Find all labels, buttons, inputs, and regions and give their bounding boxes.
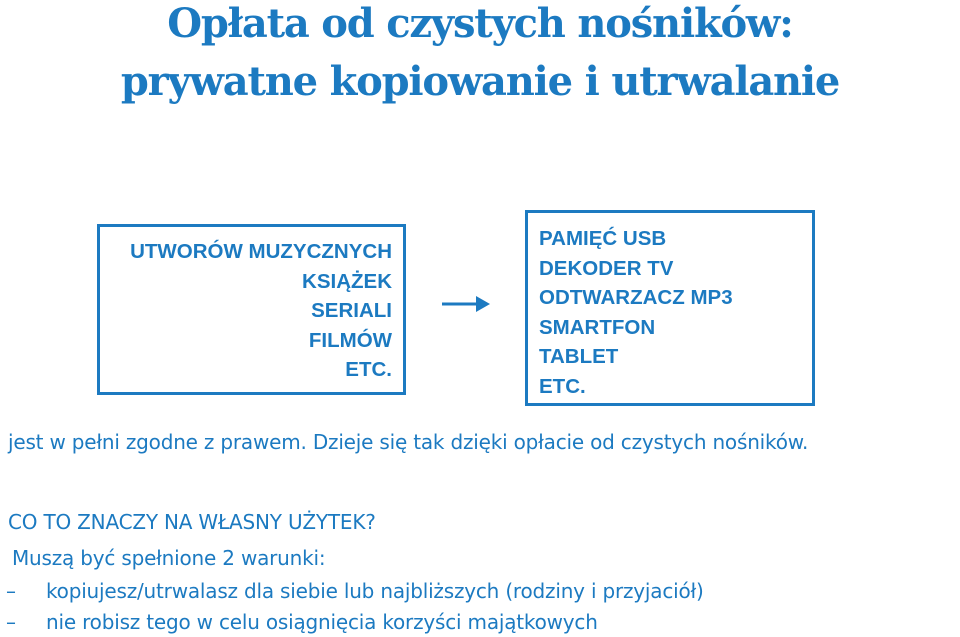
conditions-intro: Muszą być spełnione 2 warunki: [12, 546, 326, 570]
device-item: PAMIĘĆ USB [539, 227, 667, 250]
own-use-question: CO TO ZNACZY NA WŁASNY UŻYTEK? [8, 510, 376, 534]
devices-box [525, 210, 815, 406]
device-item: ETC. [539, 374, 586, 398]
condition-dash: – [6, 579, 16, 603]
device-item: DEKODER TV [539, 256, 674, 280]
condition-text: nie robisz tego w celu osiągnięcia korzyści majątkowych [46, 610, 598, 634]
works-item: UTWORÓW MUZYCZNYCH [130, 240, 392, 263]
device-item: TABLET [539, 345, 619, 368]
page-title-line-2: prywatne kopiowanie i utrwalanie [120, 58, 840, 105]
works-item: SERIALI [311, 299, 392, 322]
works-item: ETC. [345, 358, 392, 381]
condition-text: kopiujesz/utrwalasz dla siebie lub najbliższych (rodziny i przyjaciół) [46, 579, 704, 603]
page-title-line-1: Opłata od czystych nośników: [167, 0, 793, 47]
works-item: KSIĄŻEK [302, 269, 392, 293]
works-box [97, 224, 406, 395]
device-item: SMARTFON [539, 315, 656, 339]
works-item: FILMÓW [308, 328, 392, 352]
right-arrow-icon [442, 293, 490, 315]
legality-sentence: jest w pełni zgodne z prawem. Dzieje się tak dzięki opłacie od czystych nośników. [8, 430, 809, 454]
device-item: ODTWARZACZ MP3 [539, 286, 733, 309]
condition-dash: – [6, 610, 16, 634]
